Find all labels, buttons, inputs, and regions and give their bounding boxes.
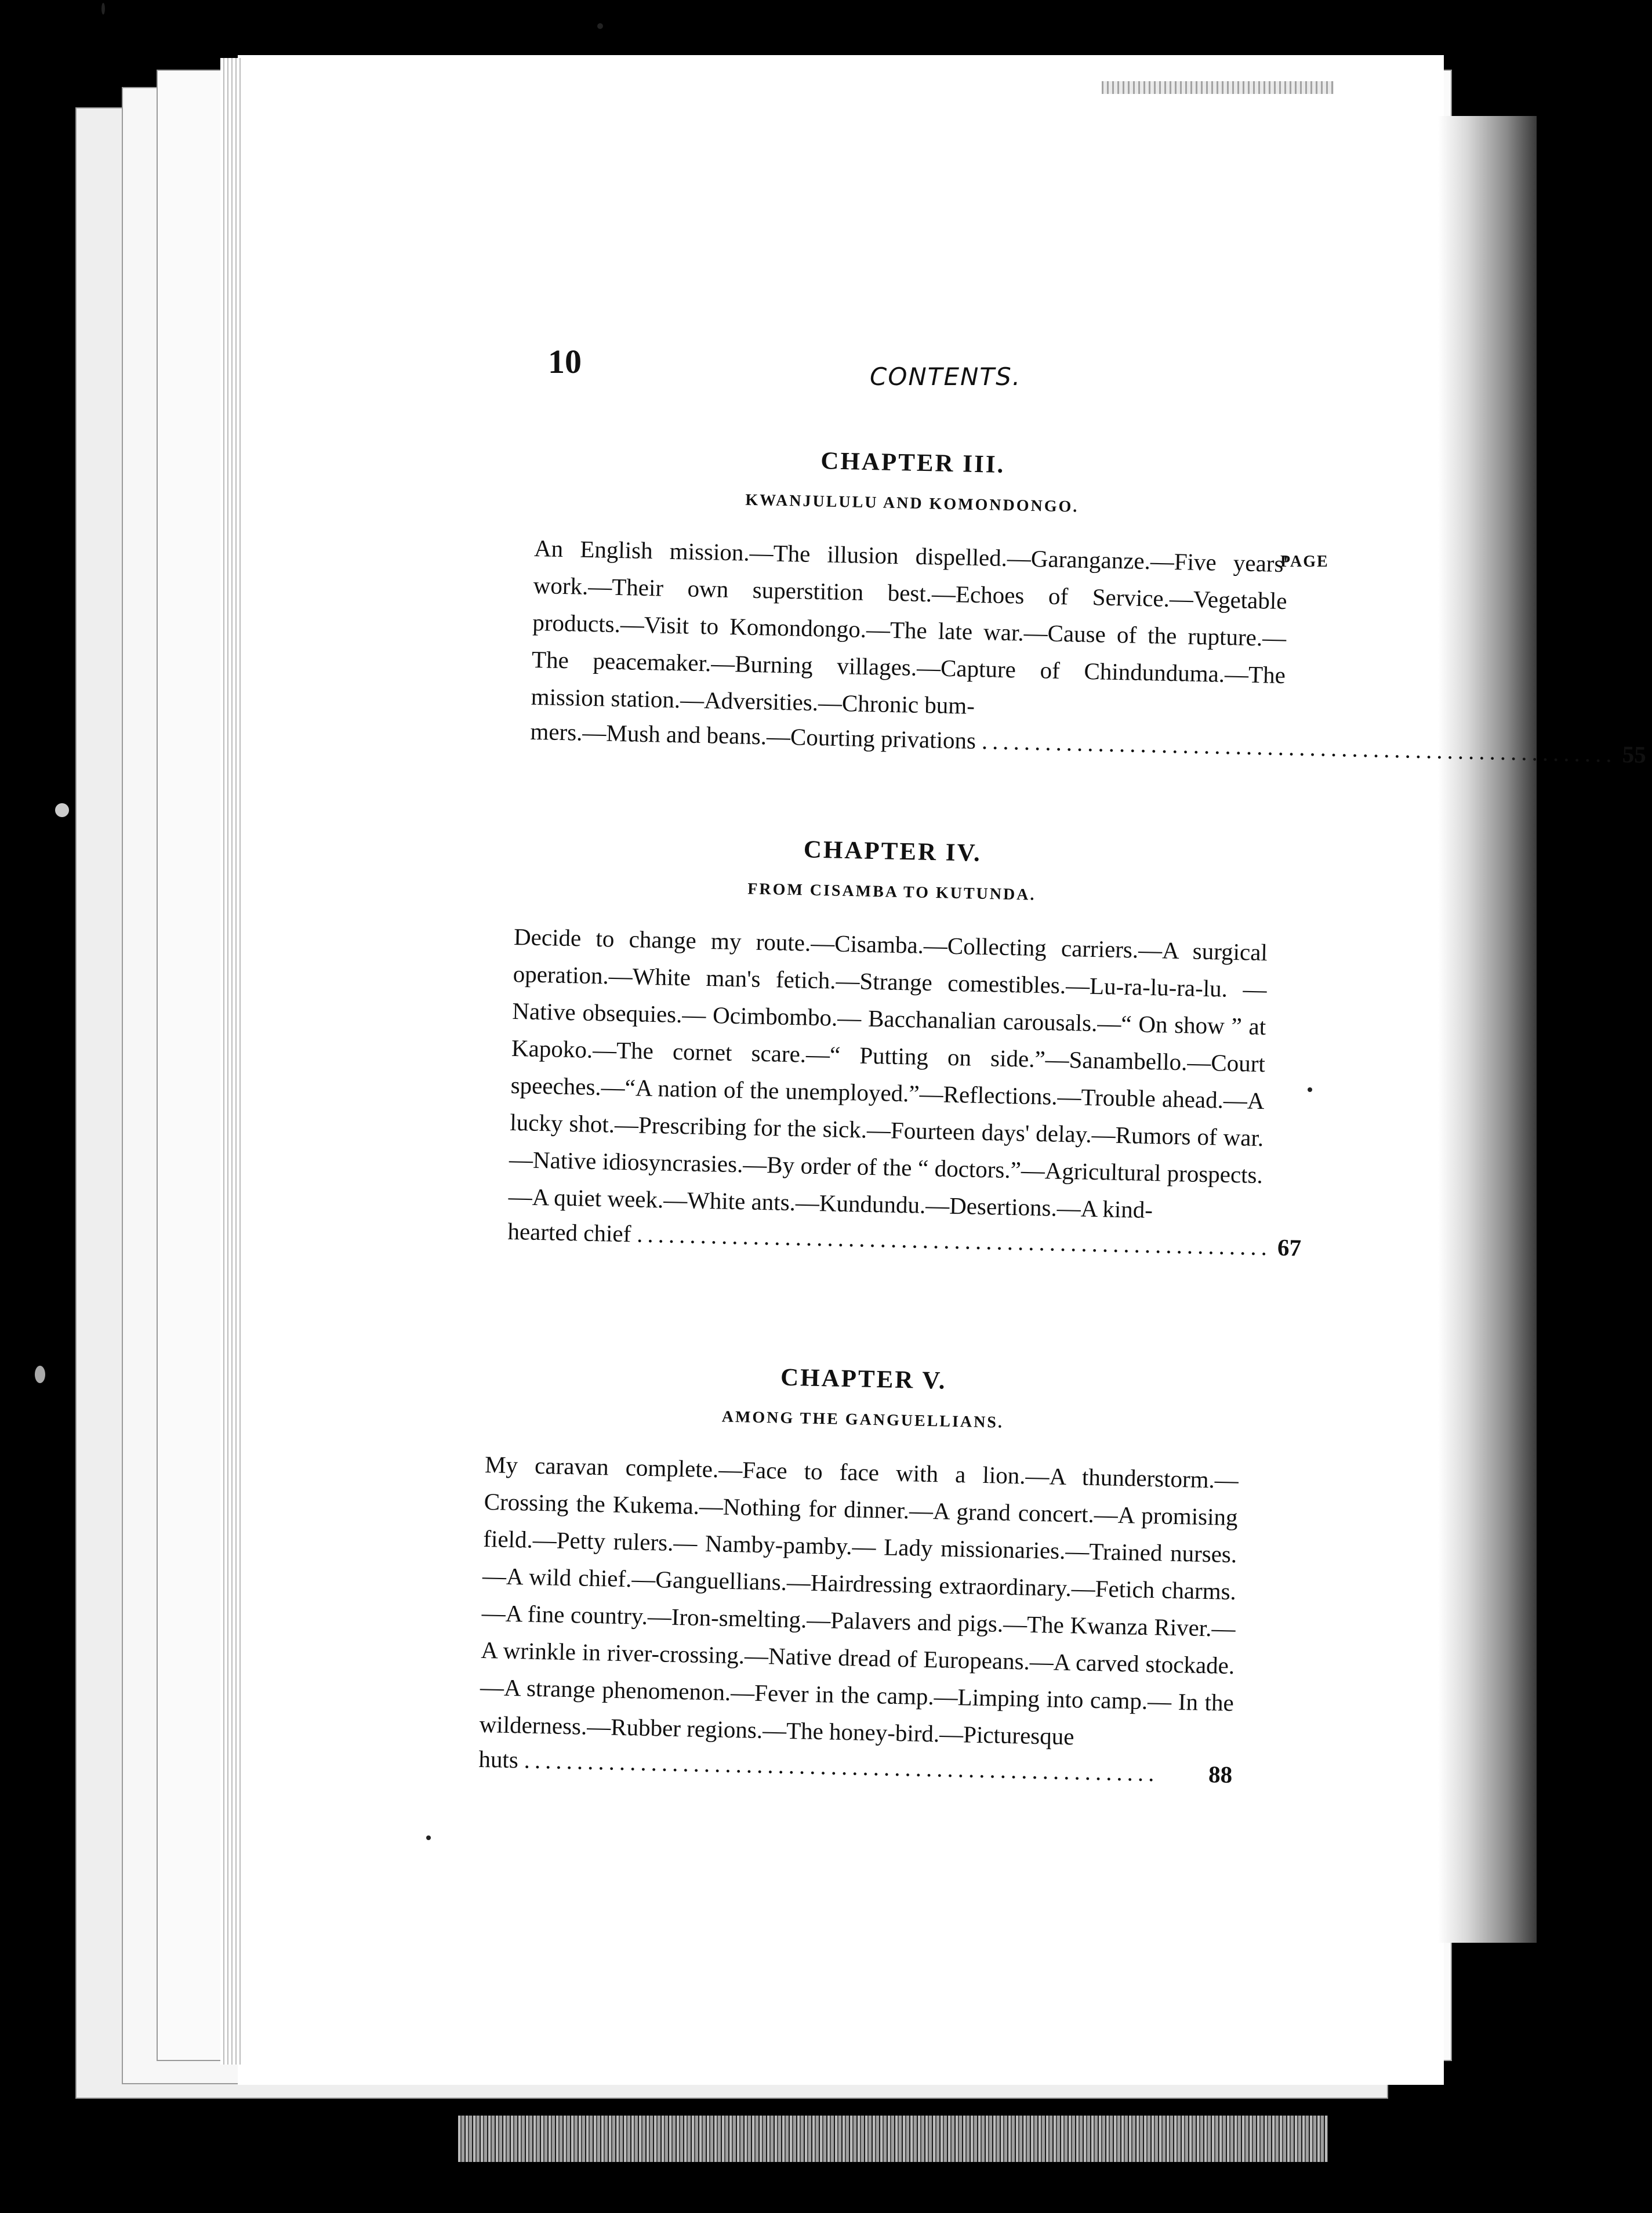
chapter-title: CHAPTER III.	[820, 447, 1005, 478]
scan-speck	[35, 1366, 45, 1383]
page-reference: 55	[1622, 741, 1647, 768]
running-head: CONTENTS.	[870, 362, 1022, 391]
chapter-subtitle: FROM CISAMBA TO KUTUNDA.	[747, 880, 1036, 904]
page-reference: 88	[1208, 1761, 1233, 1788]
chapter-subtitle: KWANJULULU AND KOMONDONGO.	[745, 491, 1079, 516]
page-stack-lines	[220, 58, 244, 2065]
scan-noise-bottom	[458, 2116, 1328, 2162]
page-column-label: PAGE	[1280, 553, 1329, 571]
page-reference: 67	[1277, 1234, 1302, 1261]
chapter-summary-last-line: huts	[478, 1745, 519, 1773]
scan-noise-top	[1102, 81, 1334, 94]
chapter-entry	[507, 829, 1302, 1261]
chapter-entry	[478, 1357, 1241, 1788]
chapter-title: CHAPTER V.	[780, 1363, 947, 1395]
binding-shadow	[1438, 116, 1537, 1943]
leader-dots: ............................................................	[636, 1220, 1272, 1261]
scan-speck	[55, 803, 69, 817]
chapter-summary: An English mission.—The illusion dispelled.—Garanganze.—Five years' work.—Their own superstition best.—Echoes of Service.—Vegetable products.—Visit to Komondongo.—The late war.—Cause of the rupture.—The peacemaker.—Burning villages.—Capture of Chindunduma.—The mission station.—Adversities.—Chronic bum-	[531, 534, 1288, 719]
scan-speck	[426, 1835, 431, 1840]
chapter-summary: My caravan complete.—Face to face with a lion.—A thunderstorm.— Crossing the Kukema.—Nothing for dinner.—A grand concert.—A promising field.—Petty rulers.— Namby-pamby.— Lady missionaries.—Trained nurses.—A wild chief.—Ganguellians.—Hairdressing extraordinary.—Fetich charms.—A fine country.—Iron-smelting.—Palavers and pigs.—The Kwanza River.—A wrinkle in river-crossing.—Native dread of Europeans.—A carved stockade.—A strange phenomenon.—Fever in the camp.—Limping into camp.— In the wilderness.—Rubber regions.—The honey-bird.—Picturesque	[479, 1450, 1239, 1750]
scan-speck	[101, 3, 105, 14]
scan-speck	[597, 23, 603, 29]
chapter-summary-last-line: hearted chief	[507, 1217, 631, 1247]
chapter-summary-last-line: mers.—Mush and beans.—Courting privations	[530, 717, 976, 754]
leader-dots: ............................................................	[981, 727, 1617, 768]
page-number: 10	[548, 343, 582, 380]
chapter-subtitle: AMONG THE GANGUELLIANS.	[721, 1407, 1004, 1432]
chapter-title: CHAPTER IV.	[803, 836, 982, 867]
leader-dots: ............................................................	[524, 1746, 1160, 1787]
scan-speck	[1308, 1087, 1312, 1092]
chapter-summary: Decide to change my route.—Cisamba.—Collecting carriers.—A surgical operation.—White man's fetich.—Strange comestibles.—Lu-ra-lu-ra-lu. — Native obsequies.— Ocimbombo.— Bacchanalian carousals.—“ On show ” at Kapoko.—The cornet scare.—“ Putting on side.”—Sanambello.—Court speeches.—“A nation of the unemployed.”—Reflections.—Trouble ahead.—A lucky shot.—Prescribing for the sick.—Fourteen days' delay.—Rumors of war.—Native idiosyncrasies.—By order of the “ doctors.”—Agricultural prospects. —A quiet week.—White ants.—Kundundu.—Desertions.—A kind-	[508, 923, 1268, 1224]
